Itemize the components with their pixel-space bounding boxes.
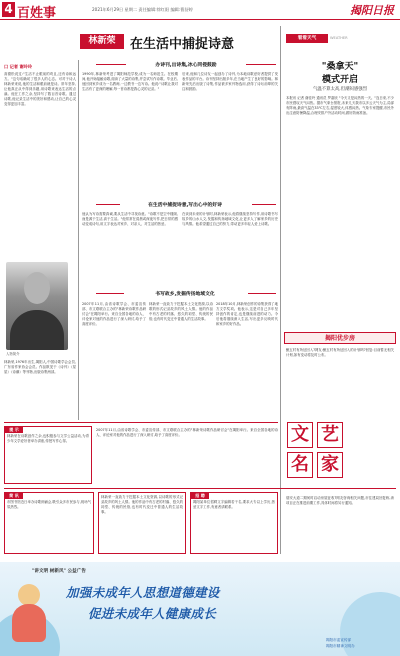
- calligraphy-block: [287, 422, 353, 492]
- promo-tag: "讲文明 树新风" 公益广告: [32, 569, 86, 574]
- section-rule: [4, 422, 278, 423]
- tip-box: [4, 426, 92, 484]
- weather-subtitle: 气温不算太高,但潮闷感强烈: [312, 87, 368, 92]
- calligraphy-char: 名: [287, 452, 313, 478]
- portrait-photo: [6, 262, 68, 350]
- headline-kicker: 林新荣: [80, 34, 124, 49]
- article-text: 在谈到未来的计划时,林新荣表示,他将继续坚持写作,用诗歌书写故乡的山水人文,发掘和传扬地域文化,让更多人了解家乡的历史与风情。他希望通过自己的努力,带动更多年轻人爱上诗歌。: [182, 212, 278, 226]
- subhead-rule: [96, 293, 124, 294]
- subhead-rule: [96, 64, 126, 65]
- recruit-box: [190, 492, 278, 554]
- notice-box: [98, 492, 186, 554]
- child-figure: [12, 604, 46, 642]
- article-text: 后来,他和几位诗友一起创办了诗刊,为本地诗歌爱好者提供了发表作品的平台。诗刊坚持出版多年,在当地产生了良好的影响。林新荣先后出版了诗集,作品被多家刊物选用,获得了诗坛前辈的关注和鼓励。: [182, 72, 278, 91]
- newspaper-logo: 揭阳日报: [350, 4, 394, 17]
- subhead-rule: [248, 293, 276, 294]
- notice-label: 简 讯: [5, 493, 23, 499]
- weather-text: 本报讯 记者 谢佳玲 通讯员 罗嘉欣 "今天又是闷热的一天。"连日来,不少市民感叹天气闷热。据市气象台预报,未来几天我市以多云天气为主,局部有阵雨,最高气温在33℃左右,湿度较大,体感闷热。气象专家提醒,市民外出注意防暑降温,合理安排户外活动时间,做好防雨准备。: [286, 96, 394, 115]
- ad-title: 揭阳优步房: [324, 335, 355, 342]
- article-text: 1990年,林新荣考进了揭阳师范学校,成为一名师范生。在校期间,他开始接触诗歌,阅读了大量的诗集,并尝试写作诗歌。毕业后,他回到家乡成为一名教师,一边教书一边写诗。他说:"诗歌让我对生活有了更深的理解,每一首诗都是我心灵的记录。": [82, 72, 178, 91]
- page-number: 4: [2, 2, 15, 17]
- byline: 口 记者 谢玲玲: [4, 64, 33, 69]
- recruit-text: 揭阳某单位招聘文字编辑若干名,要求大专以上学历,热爱文字工作,有意者请联系。: [193, 500, 275, 509]
- calligraphy-char: 艺: [317, 422, 343, 448]
- notice-text: 林新荣一直致力于挖掘本土文化资源,以诗歌的形式记录故乡的风土人情。他的作品中有古老的村落、悠久的祠堂、传统的民俗,也有时代变迁中普通人的生活故事。: [101, 495, 183, 514]
- tip-label: 提 示: [5, 427, 23, 433]
- weather-badge-en: WEATHER: [330, 36, 348, 40]
- page-header: [0, 0, 400, 20]
- promo-sponsor: 揭阳市精神文明办: [326, 644, 355, 648]
- calligraphy-char: 文: [287, 422, 313, 448]
- subhead-rule: [246, 64, 276, 65]
- promo-sponsor: 揭阳市委宣传部: [326, 638, 352, 642]
- promo-slogan: 促进未成年人健康成长: [88, 606, 217, 621]
- portrait-caption: 人物简介: [6, 352, 20, 356]
- article-text: 他认为写诗需要真诚,要从生活中寻找诗意。"诗歌不是空中楼阁,而是源于生活,高于生活。"他常常在清晨或深夜写作,把日常的感动变成诗句,用文字表达对家乡、对亲人、对生活的热爱。: [82, 212, 178, 226]
- weather-badge: 看看天气: [286, 34, 328, 43]
- column-divider: [280, 26, 281, 554]
- calligraphy-char: 家: [317, 452, 343, 478]
- section-heading-2: 在生活中捕捉诗意,写出心中的好诗: [148, 203, 222, 208]
- ad-banner: [284, 332, 396, 344]
- issue-meta: 2021年6月29日 星期二 责任编辑:徐红阳 编辑:曹舒婷: [92, 7, 193, 12]
- bio-text: 林新荣,1976年出生,揭阳人,中国诗歌学会会员,广东省作家协会会员。作品散见于《诗刊》《星星》《诗潮》等刊物,出版诗集两部。: [4, 360, 76, 374]
- subhead-rule: [96, 204, 120, 205]
- child-figure: [18, 584, 40, 606]
- recruit-label: 招 聘: [191, 493, 209, 499]
- subhead-rule: [252, 204, 276, 205]
- promo-slogan: 加强未成年人思想道德建设: [66, 585, 220, 600]
- qa-text: 鲍五村有所征回入?网友:鲍五村有所征回入的计划吗?回复:目前暂无相关计划,如有变动将及时公布。: [286, 348, 394, 357]
- section-title: 百姓事: [17, 6, 57, 21]
- notice-box: [4, 492, 94, 554]
- article-text: 2018年10月,林新荣创作的诗集获得了地方文学奖项。他表示,这是对自己多年坚持创作的肯定,也是继续前进的动力。今后他将继续深入生活,写出更多反映时代和家乡的好作品。: [216, 302, 278, 326]
- section-heading-1: 办诗刊,出诗集,冰心同侵鼓励: [155, 63, 217, 68]
- article-text: 2007年11月,由省诗歌学会、市委宣传部、市文联联合主办的"林新荣诗歌作品研讨会"在揭阳举行。来自全国各地的诗人、评论家对他的作品进行了深入研讨,给予了高度评价。: [96, 428, 278, 437]
- qa-text: 瑞安大道二期何时启动房屋征收?网友咨询相关问题,市住建局回复称,该项目正在推进前期工作,具体时间将另行通知。: [286, 496, 394, 505]
- section-rule: [4, 488, 396, 489]
- article-text: 林新荣一直致力于挖掘本土文化资源,以诗歌的形式记录故乡的风土人情。他的作品中有古老的村落、悠久的祠堂、传统的民俗,也有时代变迁中普通人的生活故事。: [149, 302, 213, 321]
- section-heading-3: 书写故乡,发掘传扬地域文化: [155, 292, 215, 297]
- tip-text: 林新荣在诗歌创作之余,也积极参与文学公益活动,为青少年文学爱好者举办讲座,传授写作心得。: [7, 434, 89, 443]
- left-column: [4, 64, 76, 282]
- weather-title: 模式开启: [321, 75, 358, 85]
- notice-text: 市图书馆近日举办诗歌朗诵会,吸引众多市民参与,现场气氛热烈。: [7, 500, 91, 509]
- column-divider: [78, 60, 79, 420]
- article-text: 2007年11月,由省诗歌学会、市委宣传部、市文联联合主办的"林新荣诗歌作品研讨会"在揭阳举行。来自全国各地的诗人、评论家对他的作品进行了深入研讨,给予了高度评价。: [82, 302, 146, 326]
- weather-title: "桑拿天": [321, 62, 359, 72]
- headline-title: 在生活中捕捉诗意: [130, 37, 235, 52]
- intro-text: 高德松说过:"生活不止眼前的苟且,还有诗和远方。"这句话确切了很多人的心态。可对于诗人林新荣来说,他的生活和眼前就是诗。常年坚持,让他真正从中得到乐趣,用诗歌来表达生活的点滴。他在工作之余,坚持写了数百首诗歌。通过诗歌,他记录生活中的美好和感动,让自己的心灵变得更加丰富。: [4, 72, 76, 106]
